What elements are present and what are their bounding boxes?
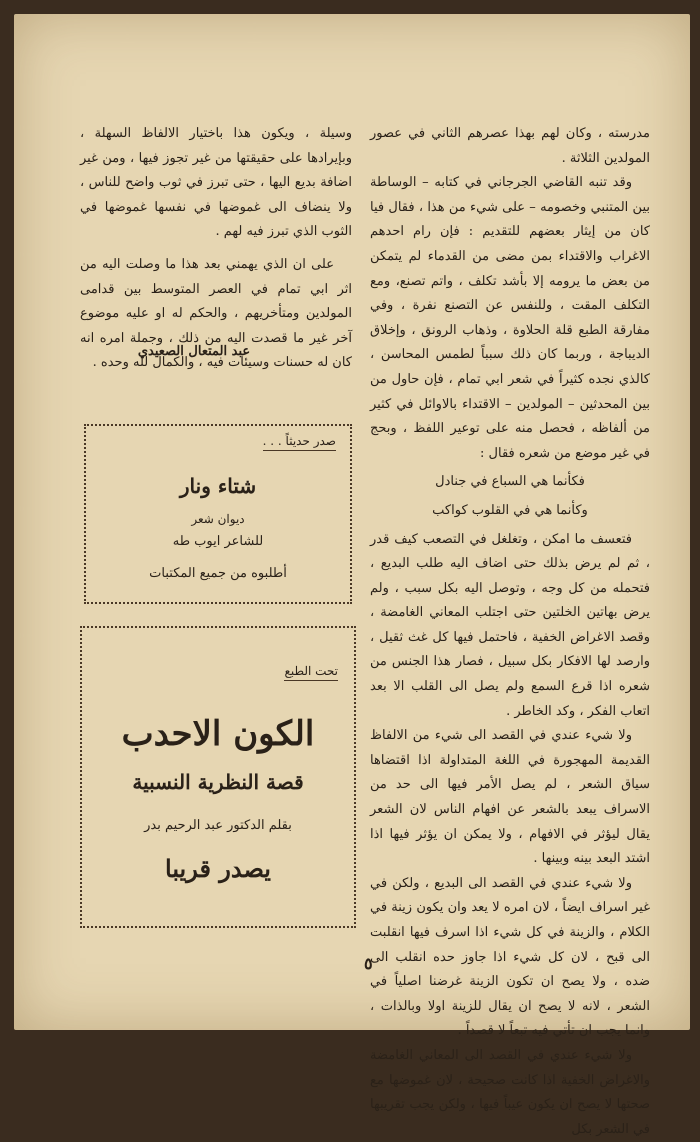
right-paragraph-5: ولا شيء عندي في القصد الى البديع ، ولكن في غير اسراف ايضاً ، لان امره لا يعد وان يكون زينة في الكلام ، والزينة في كل شيء اذا اسرف فيها انقلبت الى قبح ، لان كل شيء اذا جاوز حده انقلب الى ضده ، ولا يصح ان تكون الزينة غرضنا اصلياً في الشعر ، لانه لا يصح ان يقال للزينة اولا وبالذات ، وانما يجب ان تأتي فيه تبعاً لا قصداً . <box>370 875 650 1039</box>
left-paragraph-1: وسيلة ، ويكون هذا باختيار الالفاظ السهلة ، وبإيرادها على حقيقتها من غير تجوز فيها ، ومن غير اضافة بديع اليها ، حتى تبرز في ثوب واضح للناس ، ولا ينضاف الى غموضها في نفسها غموضها في الثوب الذي تبرز فيه لهم . <box>80 126 352 240</box>
box2-note: يصدر قريبا <box>165 854 271 883</box>
right-paragraph-6: ولا شيء عندي في القصد الى المعاني الغامضة والاغراض الخفية اذا كانت صحيحة ، لان غموضها مع صحتها لا يصح ان يكون عيباً فيها ، ولكن يجب تقريبها في الشعر بكل <box>370 1047 650 1137</box>
box2-header-text: تحت الطبع <box>284 664 338 678</box>
verse-line-2: وكأنما هي في القلوب كواكب <box>432 502 588 518</box>
box2-title: الكون الاحدب <box>121 714 315 754</box>
box2-subtitle: قصة النظرية النسبية <box>132 770 304 794</box>
author-signature: عبد المتعال الصعيدي <box>137 344 251 359</box>
page-number: ٥ <box>364 954 373 973</box>
magazine-page <box>14 14 690 1137</box>
left-column <box>80 122 352 376</box>
right-paragraph-3: فتعسف ما امكن ، وتغلغل في التصعب كيف قدر ، ثم لم يرض بذلك حتى اضاف اليه طلب البديع ، فتحمله من كل وجه ، وتوصل اليه بكل سبب ، ولم يرض بهاتين الخلتين حتى اجتلب المعاني الغامضة ، وقصد الاغراض الخفية ، فاحتمل فيها كل غث ثقيل ، وارصد لها الافكار بكل سبيل ، فصار هذا الجنس من شعره اذا قرع السمع ولم يصل الى القلب الا بعد اتعاب الفكر ، وكد الخاطر . <box>370 531 650 719</box>
box1-header-rule <box>263 450 336 451</box>
right-paragraph-2: وقد تنبه القاضي الجرجاني في كتابه – الوساطة بين المتنبي وخصومه – على شيء من هذا ، فقال فيا كان من إيثار بعضهم للتقديم : فإن رام احدهم الاغراب والاقتداء بمن مضى من القدماء لم يتمكن من بعض ما يرومه إلا بأشد تكلف ، واتم تصنع، ومع التكلف المقت ، وللنفس عن التصنع نفرة ، وفي مفارقة الطبع قلة الحلاوة ، وذهاب الرونق ، وإخلاق الديباجة ، وربما كان ذلك سبباً لطمس المحاسن ، كالذي نجده كثيراً في شعر ابي تمام ، فإن حاول من بين المحدثين – المولدين – الاقتداء بالاوائل في كثير من ألفاظه ، فحصل منه على توعير اللفظ ، وبحج في غير موضع من شعره فقال : <box>370 175 650 461</box>
box1-note: أطلبوه من جميع المكتبات <box>149 566 287 581</box>
verse-line-1: فكأنما هي السباع في جنادل <box>435 474 585 490</box>
left-paragraph-2: على ان الذي يهمني بعد هذا ما وصلت اليه من اثر ابي تمام في العصر المتوسط بين قدامى المولدين ومتأخريهم ، والحكم له او عليه موضوع آخر غير ما قصدت اليه من ذلك ، وجملة امره انه كان له حسنات وسيئات فيه ، والكمال لله وحده . <box>80 256 352 371</box>
box2-author: بقلم الدكتور عبد الرحيم بدر <box>144 818 292 833</box>
box1-author: للشاعر ايوب طه <box>172 534 264 549</box>
right-paragraph-4: ولا شيء عندي في القصد الى شيء من الالفاظ القديمة المهجورة في اللغة المتداولة اذا اقتضاها سياق الشعر ، لم يصل الأمر فيها الى حد من الاسراف يبعد بالشعر عن افهام الناس لان الشعر يقال ليؤثر في الافهام ، ولا يمكن ان يؤثر فيها اذا اشتد البعد بينه وبينها . <box>370 728 650 867</box>
right-column <box>370 122 650 1142</box>
box2-header-rule <box>284 680 338 681</box>
box2-header <box>284 664 338 681</box>
box1-title: شتاء ونار <box>179 474 257 498</box>
box1-subtitle: ديوان شعر <box>191 512 245 526</box>
new-release-box <box>84 424 352 604</box>
right-paragraph-1: مدرسته ، وكان لهم بهذا عصرهم الثاني في عصور المولدين الثلاثة . <box>370 126 650 166</box>
box1-header-text: صدر حديثاً . . . <box>262 434 336 448</box>
forthcoming-book-box <box>80 626 356 928</box>
box1-header <box>263 434 336 451</box>
